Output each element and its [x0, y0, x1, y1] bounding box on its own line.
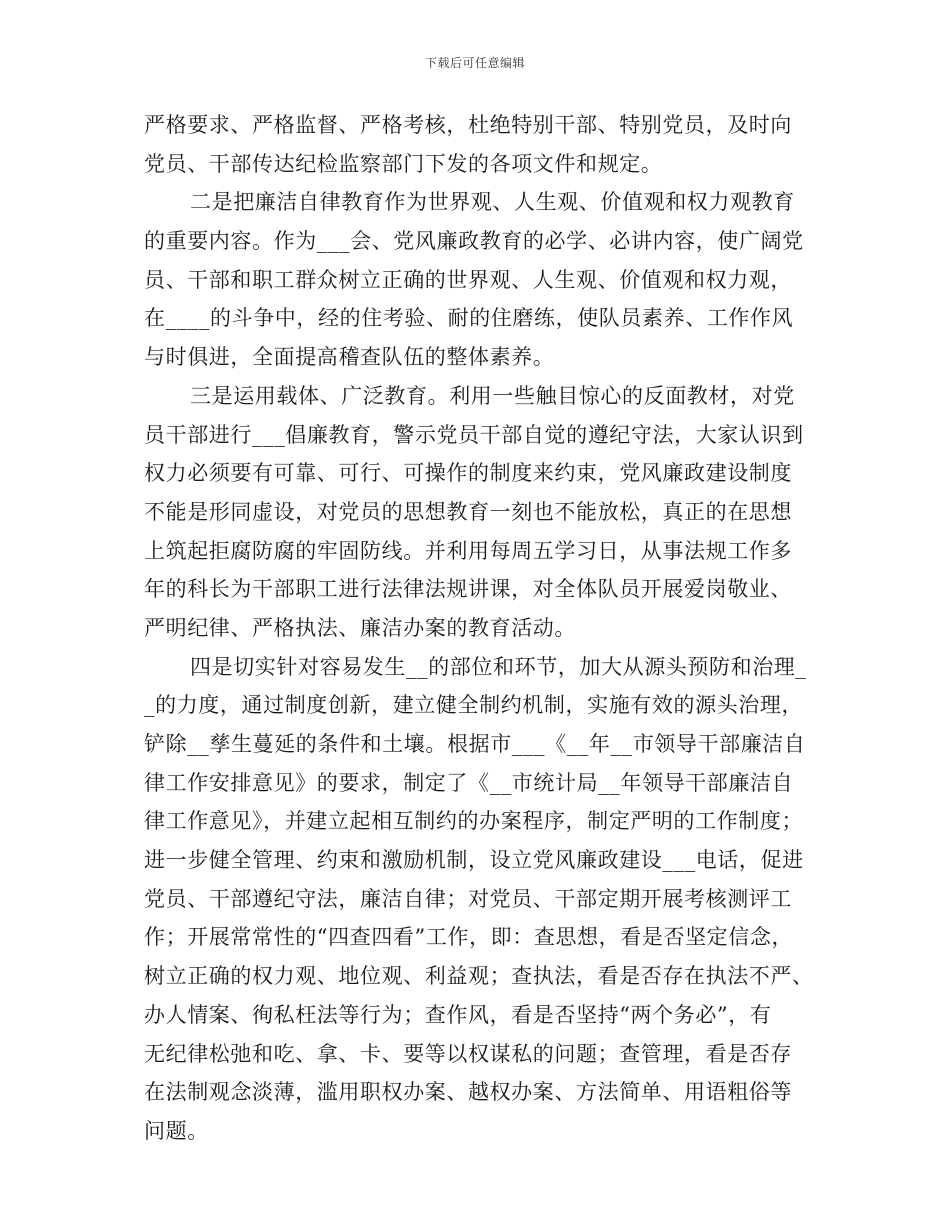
text-line: 党员、干部遵纪守法，廉洁自律；对党员、干部定期开展考核测评工 [144, 886, 792, 911]
text-line: 与时俱进，全面提高稽查队伍的整体素养。 [144, 345, 555, 370]
text-line: 进一步健全管理、约束和激励机制，设立党风廉政建设___电话，促进 [144, 848, 804, 873]
text-line: 律工作安排意见》的要求，制定了《__市统计局__年领导干部廉洁自 [144, 770, 794, 795]
text-line: 的重要内容。作为___会、党风廉政教育的必学、必讲内容，使广阔党 [144, 229, 804, 254]
text-line: 树立正确的权力观、地位观、利益观；查执法，看是否存在执法不严、 [144, 964, 814, 989]
text-line: 二是把廉洁自律教育作为世界观、人生观、价值观和权力观教育 [190, 190, 795, 215]
text-line: 问题。 [144, 1118, 209, 1143]
text-line: 权力必须要有可靠、可行、可操作的制度来约束，党风廉政建设制度 [144, 461, 792, 486]
text-line: 上筑起拒腐防腐的牢固防线。并利用每周五学习日，从事法规工作多 [144, 538, 792, 563]
text-line: 作；开展常常性的“四查四看”工作，即：查思想，看是否坚定信念， [144, 925, 794, 950]
text-line: 党员、干部传达纪检监察部门下发的各项文件和规定。 [144, 151, 663, 176]
text-line: 年的科长为干部职工进行法律法规讲课，对全体队员开展爱岗敬业、 [144, 577, 792, 602]
document-body [144, 106, 814, 1151]
text-line: 律工作意见》，并建立起相互制约的办案程序，制定严明的工作制度； [144, 809, 804, 834]
page-header: 下载后可任意编辑 [424, 56, 525, 70]
text-line: 办人情案、徇私枉法等行为；查作风，看是否坚持“两个务必”，有 [144, 1002, 772, 1027]
text-line: 三是运用载体、广泛教育。利用一些触目惊心的反面教材，对党 [190, 383, 795, 408]
text-line: 不能是形同虚设，对党员的思想教育一刻也不能放松，真正的在思想 [144, 499, 792, 524]
text-line: 无纪律松弛和吃、拿、卡、要等以权谋私的问题；查管理，看是否存 [144, 1041, 792, 1066]
text-line: 员、干部和职工群众树立正确的世界观、人生观、价值观和权力观， [144, 267, 792, 292]
text-line: 严格要求、严格监督、严格考核，杜绝特别干部、特别党员，及时向 [144, 113, 792, 137]
text-line: 在法制观念淡薄，滥用职权办案、越权办案、方法简单、用语粗俗等 [144, 1080, 792, 1105]
text-line: 铲除__孳生蔓延的条件和土壤。根据市___《__年__市领导干部廉洁自 [144, 732, 806, 756]
text-line: _的力度，通过制度创新，建立健全制约机制，实施有效的源头治理， [144, 693, 804, 718]
text-line: 严明纪律、严格执法、廉洁办案的教育活动。 [144, 615, 576, 640]
text-line: 在____的斗争中，经的住考验、耐的住磨练，使队员素养、工作作风 [144, 306, 794, 331]
text-line: 员干部进行___倡廉教育，警示党员干部自觉的遵纪守法，大家认识到 [144, 422, 804, 447]
text-line: 四是切实针对容易发生__的部位和环节，加大从源头预防和治理_ [190, 654, 807, 679]
